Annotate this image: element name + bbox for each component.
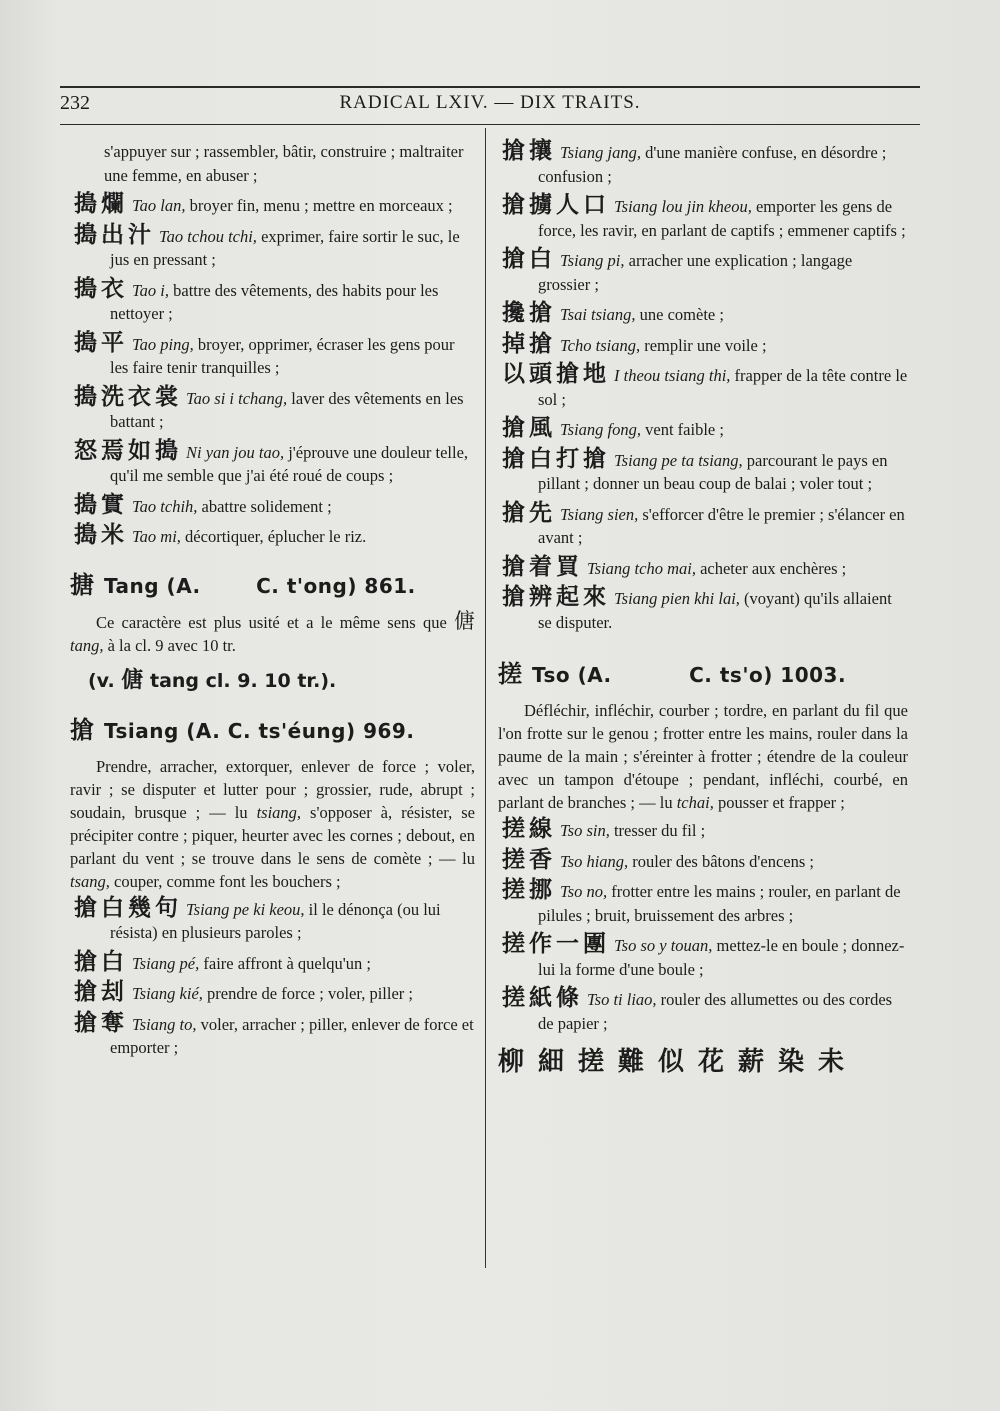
tsiang-entry [498,363,908,411]
tsiang-entry-definition: acheter aux enchères ; [695,558,847,578]
tsiang-entry-chars: 搶白 [74,948,128,975]
running-head: RADICAL LXIV. — DIX TRAITS. [339,92,641,113]
headword-tang [70,565,475,600]
tao-entry [70,524,475,549]
tao-entry-definition: j'éprouve une douleur telle, qu'il me semble que j'ai été roué de coups ; [110,442,469,485]
column-divider [485,128,486,1268]
tsiang-entry-definition: frapper de la tête contre le sol ; [538,366,908,409]
tsiang-entry-chars: 搶擄人口 [502,192,610,218]
tsiang-entry [498,417,908,442]
tsiang-entry-romanization: Tsiang pi, [560,251,625,270]
tsiang-entry-definition: s'efforcer d'être le premier ; s'élancer en avant ; [538,504,905,547]
tao-entry-chars: 怒焉如搗 [74,437,182,464]
tsiang-entry [498,499,908,550]
tao-entry-chars: 搗實 [74,491,128,518]
tsiang-entry-chars: 搶着買 [502,553,583,580]
tsiang-entry-romanization: Tsiang pien khi lai, [614,589,740,608]
tsiang-entry-chars: 搶風 [502,415,556,441]
tso-entry-chars: 搓線 [502,816,556,842]
tao-entry-romanization: Tao ping, [132,334,194,354]
tao-entry-definition: exprimer, faire sortir le suc, le jus en pressant ; [110,226,460,269]
tsiang-entry [70,948,475,976]
tang-body [70,610,475,657]
headword-tso-text: Tso (A. [531,663,612,687]
tso-entry [498,933,908,981]
tsiang-entry-romanization: Tsiang lou jin kheou, [614,197,752,216]
tso-body-rom: tchai, [676,793,714,812]
tao-entry-definition: broyer, opprimer, écraser les gens pour les faire tenir tranquilles ; [110,334,455,377]
tsiang-body-b: s'opposer à, résister, se précipiter contre ; piquer, heurter avec les cornes ; debout, en parlant du vent ; se trouve dans le sens de comète ; — lu [70,802,475,868]
left-column [70,140,475,1066]
tso-entry [498,846,908,874]
tsiang-body-rom1: tsiang, [256,802,302,822]
tsiang-entry [498,140,908,188]
see-b: tang cl. 9. 10 tr.). [143,669,337,692]
bottom-character-line: 柳細搓難似花薪染未 [498,1047,859,1077]
tso-body-a: Défléchir, infléchir, courber ; tordre, en parlant du fil que l'on frotte sur le genou ; frotter entre les mains, rouler dans la paume de la main ; s'éreinter à frotter ; étendre de la couleur avec un tampon d'étoupe ; pendant, infléchi, courbé, en parlant de branches ; — lu [498,701,908,812]
tsiang-entry-romanization: Tsiang pe ta tsiang, [614,450,743,470]
tsiang-entry [498,553,908,581]
tsiang-entry-chars: 搶辨起來 [502,584,610,610]
tang-body-char: 傏 [454,608,475,633]
tso-entry-romanization: Tso sin, [560,821,610,840]
tso-entry [498,879,908,927]
tsiang-entry-romanization: Tcho tsiang, [560,335,641,355]
tso-body [498,699,908,814]
tao-entry-chars: 搗平 [74,329,128,356]
headword-tsiang [70,710,475,745]
tso-entry-definition: frotter entre les mains ; rouler, en parlant de pilules ; bruit, bruissement des arbres ; [538,882,901,925]
header-rule [60,124,920,125]
tso-entry [498,987,908,1035]
tao-entry [70,383,475,434]
tang-body-a: Ce caractère est plus usité et a le même sens que [96,612,454,632]
tsiang-entry-definition: voler, arracher ; piller, enlever de force et emporter ; [110,1014,474,1057]
tao-entry-definition: battre des vêtements, des habits pour les nettoyer ; [110,280,439,323]
tso-entry-definition: mettez-le en boule ; donnez-lui la forme d'une boule ; [538,936,905,979]
tao-entry [70,491,475,519]
tang-see-also [88,663,475,694]
tsiang-entry-definition: (voyant) qu'ils allaient se disputer. [538,589,892,632]
tsiang-entry-romanization: Tsiang pé, [132,953,200,973]
headword-tso-char: 搓 [498,660,523,688]
see-char: 傏 [121,667,144,693]
headword-tang-char: 搪 [70,570,95,599]
tsiang-entry-chars: 搶奪 [74,1009,128,1036]
tao-entry-chars: 搗爛 [74,191,128,217]
tao-entry [70,193,475,218]
tsiang-entry-romanization: Tsiang jang, [560,143,642,162]
tsiang-entry-romanization: Tsiang tcho mai, [587,558,696,578]
tao-entry-chars: 搗出汁 [74,221,155,248]
tsiang-entry-definition: d'une manière confuse, en désordre ; confusion ; [538,143,887,186]
right-column [498,140,908,1078]
tsiang-entry-chars: 搶白 [502,246,556,272]
tao-entry [70,329,475,380]
tao-entries [70,193,475,549]
opening-text: s'appuyer sur ; rassembler, bâtir, construire ; maltraiter une femme, en abuser ; [104,142,464,185]
tao-entry-definition: laver des vêtements en les battant ; [110,388,464,431]
tsiang-entry [70,894,475,945]
see-a: (v. [88,669,122,692]
tsiang-body-a: Prendre, arracher, extorquer, enlever de force ; voler, ravir ; se disputer et lutter pour ; grossier, rude, abrupt ; soudain, brusque ; — lu [70,756,475,822]
tao-entry-definition: abattre solidement ; [197,496,332,516]
tsiang-entry-definition: remplir une voile ; [640,335,767,355]
tao-entry-romanization: Tao lan, [132,196,186,215]
tao-entry-romanization: Tao i, [132,280,169,300]
tsiang-entry-definition: faire affront à quelqu'un ; [199,953,371,973]
tao-entry-definition: broyer fin, menu ; mettre en morceaux ; [185,196,453,215]
tsiang-entry-definition: il le dénonça (ou lui résista) en plusieurs paroles ; [110,899,441,942]
tsiang-entry-chars: 以頭搶地 [502,361,610,387]
page-header [60,92,920,120]
tsiang-entry-definition: parcourant le pays en pillant ; donner un beau coup de balai ; voler tout ; [538,450,888,493]
tsiang-entry-chars: 搶白打搶 [502,445,610,472]
tso-entry-chars: 搓挪 [502,877,556,903]
tsiang-entries-left [70,894,475,1060]
tsiang-entry-romanization: Tsiang pe ki keou, [186,899,305,919]
tsiang-entry [70,1009,475,1060]
tao-entry-romanization: Tao si i tchang, [186,388,288,408]
tso-entry-romanization: Tso hiang, [560,851,629,871]
tso-entry [498,818,908,843]
tsiang-body-c: couper, comme font les bouchers ; [109,871,341,891]
headword-tsiang-text: Tsiang (A. [103,718,221,743]
tsiang-entry-chars: 掉搶 [502,330,556,357]
tso-body-b: pousser et frapper ; [713,793,845,812]
tso-entry-chars: 搓紙條 [502,985,583,1011]
headword-tsiang-code: C. ts'éung) 969. [227,718,415,743]
tsiang-entry-definition: emporter les gens de force, les ravir, en parlant de captifs ; emmener captifs ; [538,197,906,240]
tao-entry [70,275,475,326]
tao-entry-chars: 搗衣 [74,275,128,302]
tsiang-entry-romanization: Tsiang to, [132,1014,197,1034]
tsiang-entry [70,981,475,1006]
tsiang-entry-definition: prendre de force ; voler, piller ; [202,984,413,1003]
tsiang-body [70,755,475,893]
tso-entry-chars: 搓作一團 [502,931,610,957]
tsiang-entry-chars: 搶白幾句 [74,894,182,921]
tao-entry-chars: 搗洗衣裳 [74,383,182,410]
tsiang-entry [498,586,908,634]
tsiang-entry-chars: 攙搶 [502,300,556,326]
tang-body-b: à la cl. 9 avec 10 tr. [103,635,236,655]
headword-tso-code: C. ts'o) 1003. [689,663,847,687]
tao-entry-chars: 搗米 [74,522,128,548]
tso-entry-definition: rouler des bâtons d'encens ; [628,851,814,871]
tao-entry-definition: décortiquer, éplucher le riz. [180,527,367,546]
tsiang-entry-chars: 搶刦 [74,979,128,1005]
tsiang-entry-romanization: Tsiang fong, [560,420,642,439]
tsiang-entry [498,330,908,358]
tsiang-entry-romanization: Tsiang kié, [132,984,203,1003]
tao-entry [70,221,475,272]
tsiang-entry-romanization: I theou tsiang thi, [614,366,731,385]
tso-entry-romanization: Tso so y touan, [614,936,713,955]
tsiang-entry-chars: 搶先 [502,499,556,526]
page-number: 232 [60,92,90,114]
tsiang-entry-romanization: Tsai tsiang, [560,305,636,324]
tsiang-body-rom2: tsang, [70,871,110,891]
tsiang-entries-right [498,140,908,634]
tsiang-entry [498,248,908,296]
tso-entry-romanization: Tso ti liao, [587,990,657,1009]
tso-entry-chars: 搓香 [502,846,556,873]
tao-entry-romanization: Tao mi, [132,527,181,546]
tso-entry-romanization: Tso no, [560,882,608,901]
tsiang-entry-definition: arracher une explication ; langage grossier ; [538,251,853,294]
tsiang-entry [498,302,908,327]
headword-tsiang-char: 搶 [70,715,95,744]
tao-entry [70,437,475,488]
tsiang-entry [498,445,908,496]
tsiang-entry-chars: 搶攘 [502,138,556,164]
tsiang-entry-definition: vent faible ; [641,420,724,439]
tso-entry-definition: tresser du fil ; [609,821,706,840]
headword-tang-code: C. t'ong) 861. [256,573,416,598]
top-rule [60,86,920,88]
tso-entry-definition: rouler des allumettes ou des cordes de papier ; [538,990,893,1033]
headword-tang-text: Tang (A. [103,573,201,598]
tang-body-rom: tang, [70,635,104,655]
tao-entry-romanization: Tao tchih, [132,496,198,516]
tao-entry-romanization: Tao tchou tchi, [159,226,257,246]
tsiang-entry-definition: une comète ; [635,305,724,324]
headword-tso [498,654,908,689]
tsiang-entry [498,194,908,242]
tao-entry-romanization: Ni yan jou tao, [186,442,285,462]
tso-entries [498,818,908,1035]
tsiang-entry-romanization: Tsiang sien, [560,504,639,524]
